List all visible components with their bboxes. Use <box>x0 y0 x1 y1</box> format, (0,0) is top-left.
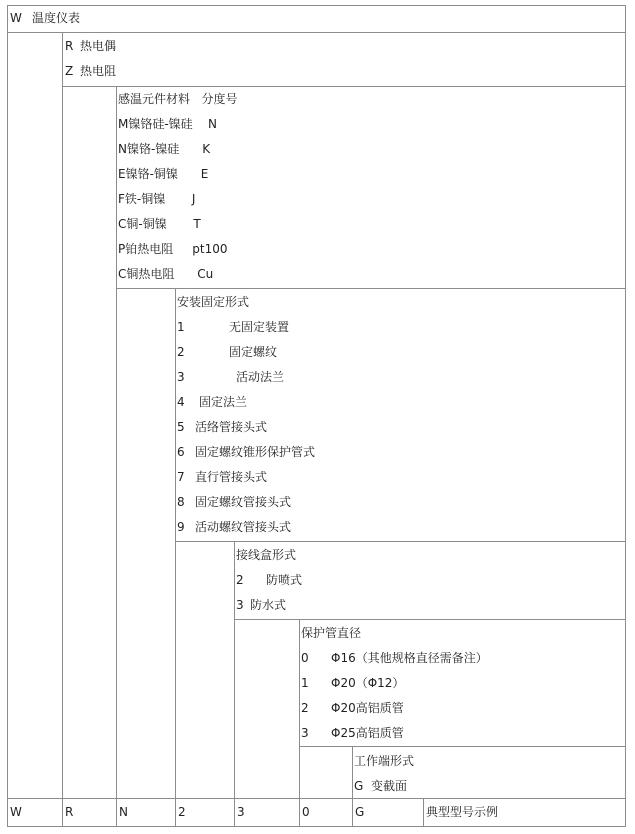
junction-code: 2 <box>236 573 244 587</box>
example-code-n: N <box>119 805 128 819</box>
example-label: 典型型号示例 <box>426 805 499 819</box>
junction-code: 3 <box>236 598 244 612</box>
mounting-header: 安装固定形式 <box>177 295 250 309</box>
rule-col-3 <box>116 86 117 827</box>
tube-code: 1 <box>301 676 309 690</box>
rule-right <box>625 5 626 827</box>
rule-left <box>7 5 8 827</box>
material-item: C铜热电阻 Cu <box>118 267 214 281</box>
material-header: 感温元件材料 分度号 <box>118 92 238 106</box>
mounting-code: 8 <box>177 495 185 509</box>
working-end-label: 变截面 <box>371 779 408 793</box>
mounting-label: 固定螺纹锥形保护管式 <box>195 445 316 459</box>
mounting-label: 活动螺纹管接头式 <box>195 520 292 534</box>
rule-col-6 <box>299 619 300 827</box>
example-code-w: W <box>10 805 22 819</box>
tube-label: Φ16（其他规格直径需备注） <box>331 651 488 665</box>
rule-col-8 <box>423 798 424 827</box>
mounting-label: 直行管接头式 <box>195 470 268 484</box>
example-code-3: 3 <box>237 805 245 819</box>
rule-bottom <box>7 826 626 827</box>
example-code-g: G <box>355 805 365 819</box>
mounting-code: 5 <box>177 420 185 434</box>
mounting-code: 2 <box>177 345 185 359</box>
sensor-label-2: 热电阻 <box>80 64 117 78</box>
rule-mounting-bottom <box>175 541 626 542</box>
tube-label: Φ20高铝质管 <box>331 701 404 715</box>
working-end-header: 工作端形式 <box>354 754 415 768</box>
tube-label: Φ25高铝质管 <box>331 726 404 740</box>
rule-col-7 <box>352 746 353 827</box>
mounting-label: 无固定装置 <box>229 320 290 334</box>
mounting-label: 固定法兰 <box>199 395 248 409</box>
material-item: M镍铬硅-镍硅 N <box>118 117 217 131</box>
rule-col-4 <box>175 288 176 827</box>
tube-code: 2 <box>301 701 309 715</box>
rule-title-bottom <box>7 32 626 33</box>
rule-junction-bottom <box>234 619 626 620</box>
rule-col-5 <box>234 541 235 827</box>
sensor-code-1: R <box>65 39 74 53</box>
mounting-label: 固定螺纹 <box>229 345 278 359</box>
material-item: F铁-铜镍 J <box>118 192 196 206</box>
material-item: C铜-铜镍 T <box>118 217 201 231</box>
rule-sensor-bottom <box>62 86 626 87</box>
example-code-2: 2 <box>178 805 186 819</box>
title-label: 温度仪表 <box>32 11 81 25</box>
mounting-label: 活动法兰 <box>236 370 285 384</box>
mounting-code: 3 <box>177 370 185 384</box>
example-code-0: 0 <box>302 805 310 819</box>
rule-col-2 <box>62 32 63 827</box>
rule-top <box>7 5 626 6</box>
rule-material-bottom <box>116 288 626 289</box>
material-item: E镍铬-铜镍 E <box>118 167 209 181</box>
mounting-code: 1 <box>177 320 185 334</box>
example-code-r: R <box>65 805 74 819</box>
tube-code: 3 <box>301 726 309 740</box>
mounting-label: 活络管接头式 <box>195 420 268 434</box>
mounting-code: 7 <box>177 470 185 484</box>
sensor-code-2: Z <box>65 64 74 78</box>
junction-label: 防喷式 <box>266 573 303 587</box>
mounting-code: 4 <box>177 395 185 409</box>
tube-label: Φ20（Φ12） <box>331 676 405 690</box>
junction-header: 接线盒形式 <box>236 548 297 562</box>
sensor-label-1: 热电偶 <box>80 39 117 53</box>
junction-label: 防水式 <box>250 598 287 612</box>
rule-tube-bottom <box>299 746 626 747</box>
material-item: N镍铬-镍硅 K <box>118 142 211 156</box>
mounting-label: 固定螺纹管接头式 <box>195 495 292 509</box>
material-item: P铂热电阻 pt100 <box>118 242 228 256</box>
tube-header: 保护管直径 <box>301 626 362 640</box>
mounting-code: 9 <box>177 520 185 534</box>
title-code: W <box>10 11 22 25</box>
mounting-code: 6 <box>177 445 185 459</box>
working-end-code: G <box>354 779 364 793</box>
rule-example-top <box>7 798 626 799</box>
tube-code: 0 <box>301 651 309 665</box>
